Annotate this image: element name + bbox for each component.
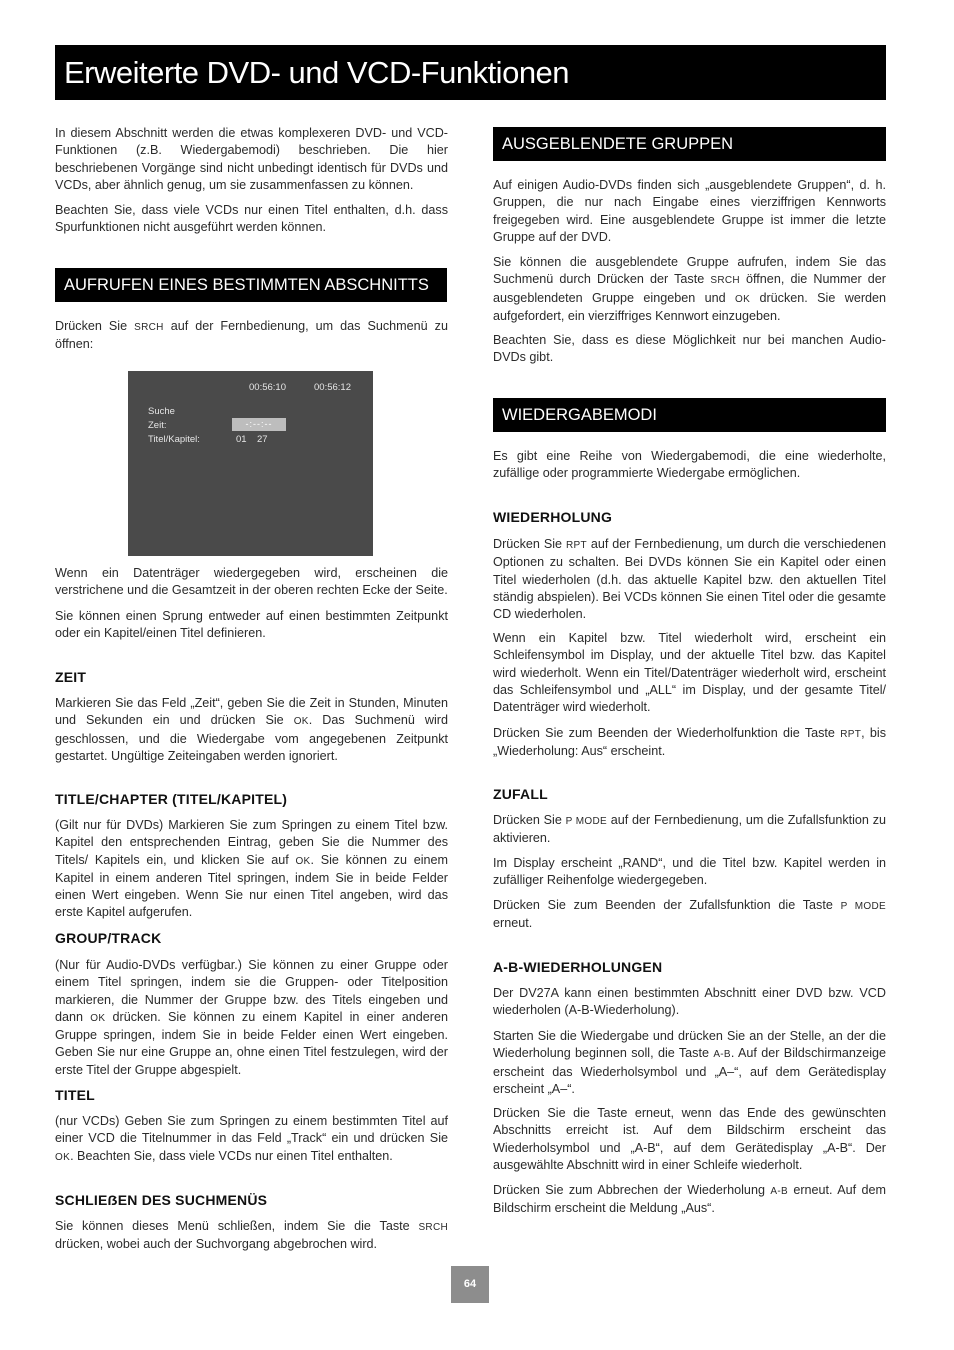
key-srch: SRCH [134,322,164,333]
search-intro-paragraph: Drücken Sie SRCH auf der Fernbedienung, um das Suchmenü zu öffnen: [55,319,448,352]
random-paragraph-3: Drücken Sie zum Beenden der Zufallsfunktion die Taste P MODE erneut. [493,898,886,931]
key-a-b: A-B [713,1049,731,1061]
key-ok: OK [90,1012,106,1024]
key-ok: OK [295,855,311,867]
titel-paragraph: (nur VCDs) Geben Sie zum Springen zu einem bestimmten Titel auf einer VCD die Titelnummer in das Feld „Track“ ein und drücken Sie OK. Beachten Sie, dass viele VCDs nur einen Titel enthalten. [55,1114,448,1163]
search-label: Suche [148,406,175,417]
hidden-groups-paragraph-1: Auf einigen Audio-DVDs finden sich „ausgeblendete Gruppen“, d. h. Gruppen, die nur nach Eingabe eines vierziffrigen Kennworts freigegeben wird. Eine ausgeblendete Gruppe ist immer die letzte Gruppe auf der DVD. [493,178,886,244]
section-header-hidden-groups [493,127,886,161]
ab-repeat-heading: A-B-WIEDERHOLUNGEN [493,959,663,975]
chapter-value[interactable]: 27 [257,434,268,445]
random-heading: ZUFALL [493,786,548,802]
title-chapter-label: Titel/Kapitel: [148,434,200,445]
title-chapter-paragraph: (Gilt nur für DVDs) Markieren Sie zum Springen zu einem Titel bzw. Kapitel den entsprechenden Eintrag, geben Sie die Nummer des Titels/ Kapitels ein, und klicken Sie auf OK. Sie können zu einem Kapitel in einem anderen Titel springen, indem Sie in beide Felder einen Wert eingeben. Wenn Sie nur einen Titel angeben, wird das erste Kapitel aufgerufen. [55,818,448,920]
elapsed-time: 00:56:10 [249,382,286,393]
close-menu-paragraph: Sie können dieses Menü schließen, indem Sie die Taste SRCH drücken, wobei auch der Suchvorgang abgebrochen wird. [55,1219,448,1252]
key-rpt: RPT [840,729,862,740]
intro-paragraph-1: In diesem Abschnitt werden die etwas komplexeren DVD- und VCD-Funktionen (z.B. Wiedergabemodi) beschrieben. Die hier beschriebenen Vorgänge sind nicht unbedingt identisch für DVDs und VCDs, aber ähnlich genug, um sie zusammenfassen zu können. [55,126,448,192]
zeit-paragraph: Markieren Sie das Feld „Zeit“, geben Sie die Zeit in Stunden, Minuten und Sekunden ein und drücken Sie OK. Das Suchmenü wird geschlossen, und die Wiedergabe vom angegebenen Zeitpunkt gestartet. Ungültige Zeiteingaben werden ignoriert. [55,696,448,763]
random-paragraph-1: Drücken Sie P MODE auf der Fernbedienung, um die Zufallsfunktion zu aktivieren. [493,813,886,846]
repeat-paragraph-2: Wenn ein Kapitel bzw. Titel wiederholt wird, erscheint ein Schleifensymbol im Display, und der aktuelle Titel bzw. das Kapitel wird wiederholt. Wenn ein Titel/Datenträger wiederholt wird, erscheint das Schleifensymbol und „ALL“ im Display, und der gesamte Titel/ Datenträger wird wiederholt. [493,631,886,715]
page-title: Erweiterte DVD- und VCD-Funktionen [64,55,570,90]
time-input-field[interactable]: -:--:-- [232,418,286,431]
intro-paragraph-2: Beachten Sie, dass viele VCDs nur einen Titel enthalten, d.h. dass Spurfunktionen nicht ausgeführt werden können. [55,203,448,235]
section-header-search [55,268,447,302]
page-title-bar [55,45,886,100]
repeat-heading: WIEDERHOLUNG [493,509,613,525]
jump-paragraph: Sie können einen Sprung entweder auf einen bestimmten Zeitpunkt oder ein Kapitel/einen Titel definieren. [55,609,448,641]
time-label: Zeit: [148,420,167,431]
hidden-groups-paragraph-3: Beachten Sie, dass es diese Möglichkeit nur bei manchen Audio-DVDs gibt. [493,333,886,365]
key-p-mode: P MODE [565,816,607,827]
key-p-mode: P MODE [840,901,886,912]
key-a-b: A-B [770,1186,788,1197]
key-ok: OK [735,293,751,305]
playback-modes-paragraph: Es gibt eine Reihe von Wiedergabemodi, die eine wiederholte, zufällige oder programmierte Wiedergabe ermöglichen. [493,449,886,481]
ab-repeat-paragraph-1: Der DV27A kann einen bestimmten Abschnitt einer DVD bzw. VCD wiederholen (A-B-Wiederholung). [493,986,886,1018]
section-title: AUFRUFEN EINES BESTIMMTEN ABSCHNITTS [64,276,429,294]
search-menu-screen [128,371,373,556]
key-srch: SRCH [710,275,740,287]
total-time: 00:56:12 [314,382,351,393]
section-title: WIEDERGABEMODI [502,406,657,424]
ab-repeat-paragraph-3: Drücken Sie die Taste erneut, wenn das Ende des gewünschten Abschnitts erreicht ist. Auf dem Bildschirm erscheint das Wiederholsymbol und „A-B“, auf dem Gerätedisplay „A-B“. Der ausgewählte Abschnitt wird in einer Schleife wiederholt. [493,1106,886,1172]
ab-repeat-paragraph-4: Drücken Sie zum Abbrechen der Wiederholung A-B erneut. Auf dem Bildschirm erscheint die Meldung „Aus“. [493,1183,886,1216]
close-menu-heading: SCHLIEẞEN DES SUCHMENÜS [55,1192,268,1208]
section-title: AUSGEBLENDETE GRUPPEN [502,135,734,153]
key-rpt: RPT [565,540,587,551]
key-srch: SRCH [418,1222,448,1233]
display-time-paragraph: Wenn ein Datenträger wiedergegeben wird, erscheinen die verstrichene und die Gesamtzeit in der oberen rechten Ecke der Seite. [55,566,448,598]
title-value[interactable]: 01 [236,434,247,445]
key-ok: OK [55,1151,71,1163]
random-paragraph-2: Im Display erscheint „RAND“, und die Titel bzw. Kapitel werden in zufälliger Reihenfolge wiedergegeben. [493,856,886,888]
key-ok: OK [293,716,309,728]
titel-heading: TITEL [55,1087,95,1103]
title-chapter-heading: TITLE/CHAPTER (TITEL/KAPITEL) [55,791,288,807]
group-track-paragraph: (Nur für Audio-DVDs verfügbar.) Sie können zu einer Gruppe oder einem Titel springen, indem sie die Gruppen- oder Titelposition markieren, die Nummer der Gruppe bzw. des Titels eingeben und dann OK drücken. Sie können zu einem Kapitel in einer anderen Gruppe springen, indem Sie in beide Felder einen Wert eingeben. Geben Sie nur eine Gruppe an, ohne einen Titel festzulegen, wird der erste Titel der Gruppe abgespielt. [55,958,449,1077]
ab-repeat-paragraph-2: Starten Sie die Wiedergabe und drücken Sie an der Stelle, an der die Wiederholung beginnen soll, die Taste A-B. Auf der Bildschirmanzeige erscheint das Wiederholsymbol und „A–“, auf dem Gerätedisplay erscheint „A–“. [493,1029,887,1096]
repeat-paragraph-3: Drücken Sie zum Beenden der Wiederholfunktion die Taste RPT, bis „Wiederholung: Aus“ erscheint. [493,726,886,759]
zeit-heading: ZEIT [55,669,87,685]
repeat-paragraph-1: Drücken Sie RPT auf der Fernbedienung, um durch die verschiedenen Optionen zu schalten. Bei DVDs können Sie ein Kapitel oder einen Titel wiederholen (d.h. das aktuelle Kapitel bzw. den aktuellen Titel ständig abspielen). Bei VCDs können Sie einen Titel oder die gesamte CD wiederholen. [493,537,887,622]
group-track-heading: GROUP/TRACK [55,930,162,946]
page-number: 64 [451,1266,489,1303]
hidden-groups-paragraph-2: Sie können die ausgeblendete Gruppe aufrufen, indem Sie das Suchmenü durch Drücken der Taste SRCH öffnen, die Nummer der ausgeblendeten Gruppe eingeben und OK drücken. Sie werden aufgefordert, ein vierziffriges Kennwort einzugeben. [493,255,887,323]
section-header-playback-modes [493,398,886,432]
